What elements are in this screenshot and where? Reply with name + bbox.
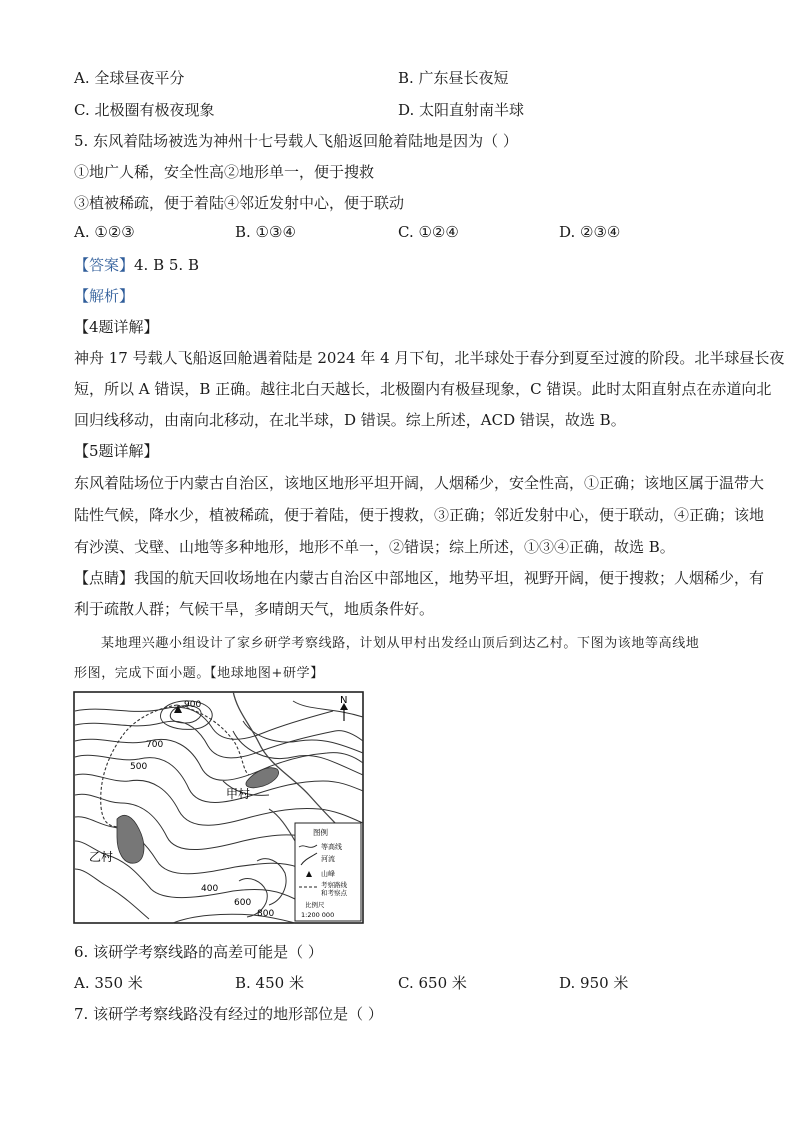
comment-line-2: 利于疏散人群；气候干旱，多晴朗天气，地质条件好。: [74, 600, 435, 618]
contour-label-400: 400: [201, 884, 219, 894]
q6-option-d: D. 950 米: [559, 974, 629, 992]
legend-river: 河流: [321, 855, 335, 863]
contour-label-700: 700: [146, 740, 164, 750]
q5-option-a: A. ①②③: [74, 223, 135, 241]
q5-statements-1: ①地广人稀，安全性高②地形单一，便于搜救: [74, 163, 375, 181]
north-label: N: [340, 695, 348, 706]
q4-option-a: A. 全球昼夜平分: [74, 69, 185, 87]
comment-tag: 【点睛】: [74, 569, 135, 587]
q4-detail-line-1: 神舟 17 号载人飞船返回舱遇着陆是 2024 年 4 月下旬，北半球处于春分到夏至过渡的阶段。北半球昼长夜: [74, 349, 785, 367]
q5-option-c: C. ①②④: [398, 223, 459, 241]
contour-label-900: 900: [184, 700, 202, 710]
q5-detail-line-3: 有沙漠、戈壁、山地等多种地形，地形不单一，②错误；综上所述，①③④正确，故选 B。: [74, 538, 675, 556]
comment-line-1: [74, 567, 764, 588]
q4-detail-title: 【4题详解】: [74, 318, 159, 336]
q7-stem: 7. 该研学考察线路没有经过的地形部位是（ ）: [74, 1005, 383, 1023]
q4-option-b: B. 广东昼长夜短: [398, 69, 509, 87]
q6-option-b: B. 450 米: [235, 974, 304, 992]
legend-scale-title: 比例尺: [305, 901, 325, 909]
q5-detail-line-2: 陆性气候，降水少，植被稀疏，便于着陆，便于搜救，③正确；邻近发射中心，便于联动，④正确；该地: [74, 506, 765, 524]
q5-detail-title: 【5题详解】: [74, 442, 159, 460]
q5-detail-line-1: 东风着陆场位于内蒙古自治区，该地区地形平坦开阔，人烟稀少，安全性高，①正确；该地区属于温带大: [74, 474, 765, 492]
legend-peak: 山峰: [321, 870, 335, 878]
village-yi-label: 乙村: [89, 850, 114, 864]
legend-route-1: 考察路线: [321, 881, 347, 889]
intro-line-1: 某地理兴趣小组设计了家乡研学考察线路，计划从甲村出发经山顶后到达乙村。下图为该地等高线地: [101, 636, 700, 651]
q5-statements-2: ③植被稀疏，便于着陆④邻近发射中心，便于联动: [74, 194, 405, 212]
q4-option-d: D. 太阳直射南半球: [398, 101, 525, 119]
q5-option-b: B. ①③④: [235, 223, 296, 241]
analysis-tag: 【解析】: [74, 287, 135, 305]
map-legend: [295, 823, 361, 921]
q6-option-a: A. 350 米: [74, 974, 143, 992]
q4-detail-line-3: 回归线移动，由南向北移动，在北半球，D 错误。综上所述，ACD 错误，故选 B。: [74, 411, 626, 429]
answer-line: [74, 254, 199, 275]
legend-title: 图例: [313, 828, 328, 837]
q6-option-c: C. 650 米: [398, 974, 467, 992]
analysis-line: [74, 285, 134, 306]
contour-label-600: 600: [234, 898, 252, 908]
answer-text: 4. B 5. B: [134, 256, 199, 274]
legend-route-2: 和考察点: [321, 889, 347, 897]
contour-label-500: 500: [130, 762, 148, 772]
village-jia-label: 甲村: [226, 787, 251, 801]
q6-stem: 6. 该研学考察线路的高差可能是（ ）: [74, 943, 323, 961]
legend-contour: 等高线: [321, 843, 342, 851]
q4-detail-line-2: 短，所以 A 错误，B 正确。越往北白天越长，北极圈内有极昼现象，C 错误。此时太阳直射点在赤道向北: [74, 380, 772, 398]
comment-text: 我国的航天回收场地在内蒙古自治区中部地区，地势平坦，视野开阔，便于搜救；人烟稀少，有: [134, 569, 765, 587]
legend-scale: 1:200 000: [301, 911, 335, 919]
contour-map: [73, 691, 365, 925]
q5-option-d: D. ②③④: [559, 223, 621, 241]
answer-tag: 【答案】: [74, 256, 135, 274]
intro-line-2: 形图，完成下面小题。【地球地图+研学】: [74, 666, 324, 681]
q4-option-c: C. 北极圈有极夜现象: [74, 101, 215, 119]
q5-stem: 5. 东风着陆场被选为神州十七号载人飞船返回舱着陆地是因为（ ）: [74, 132, 518, 150]
contour-label-800: 800: [257, 909, 275, 919]
